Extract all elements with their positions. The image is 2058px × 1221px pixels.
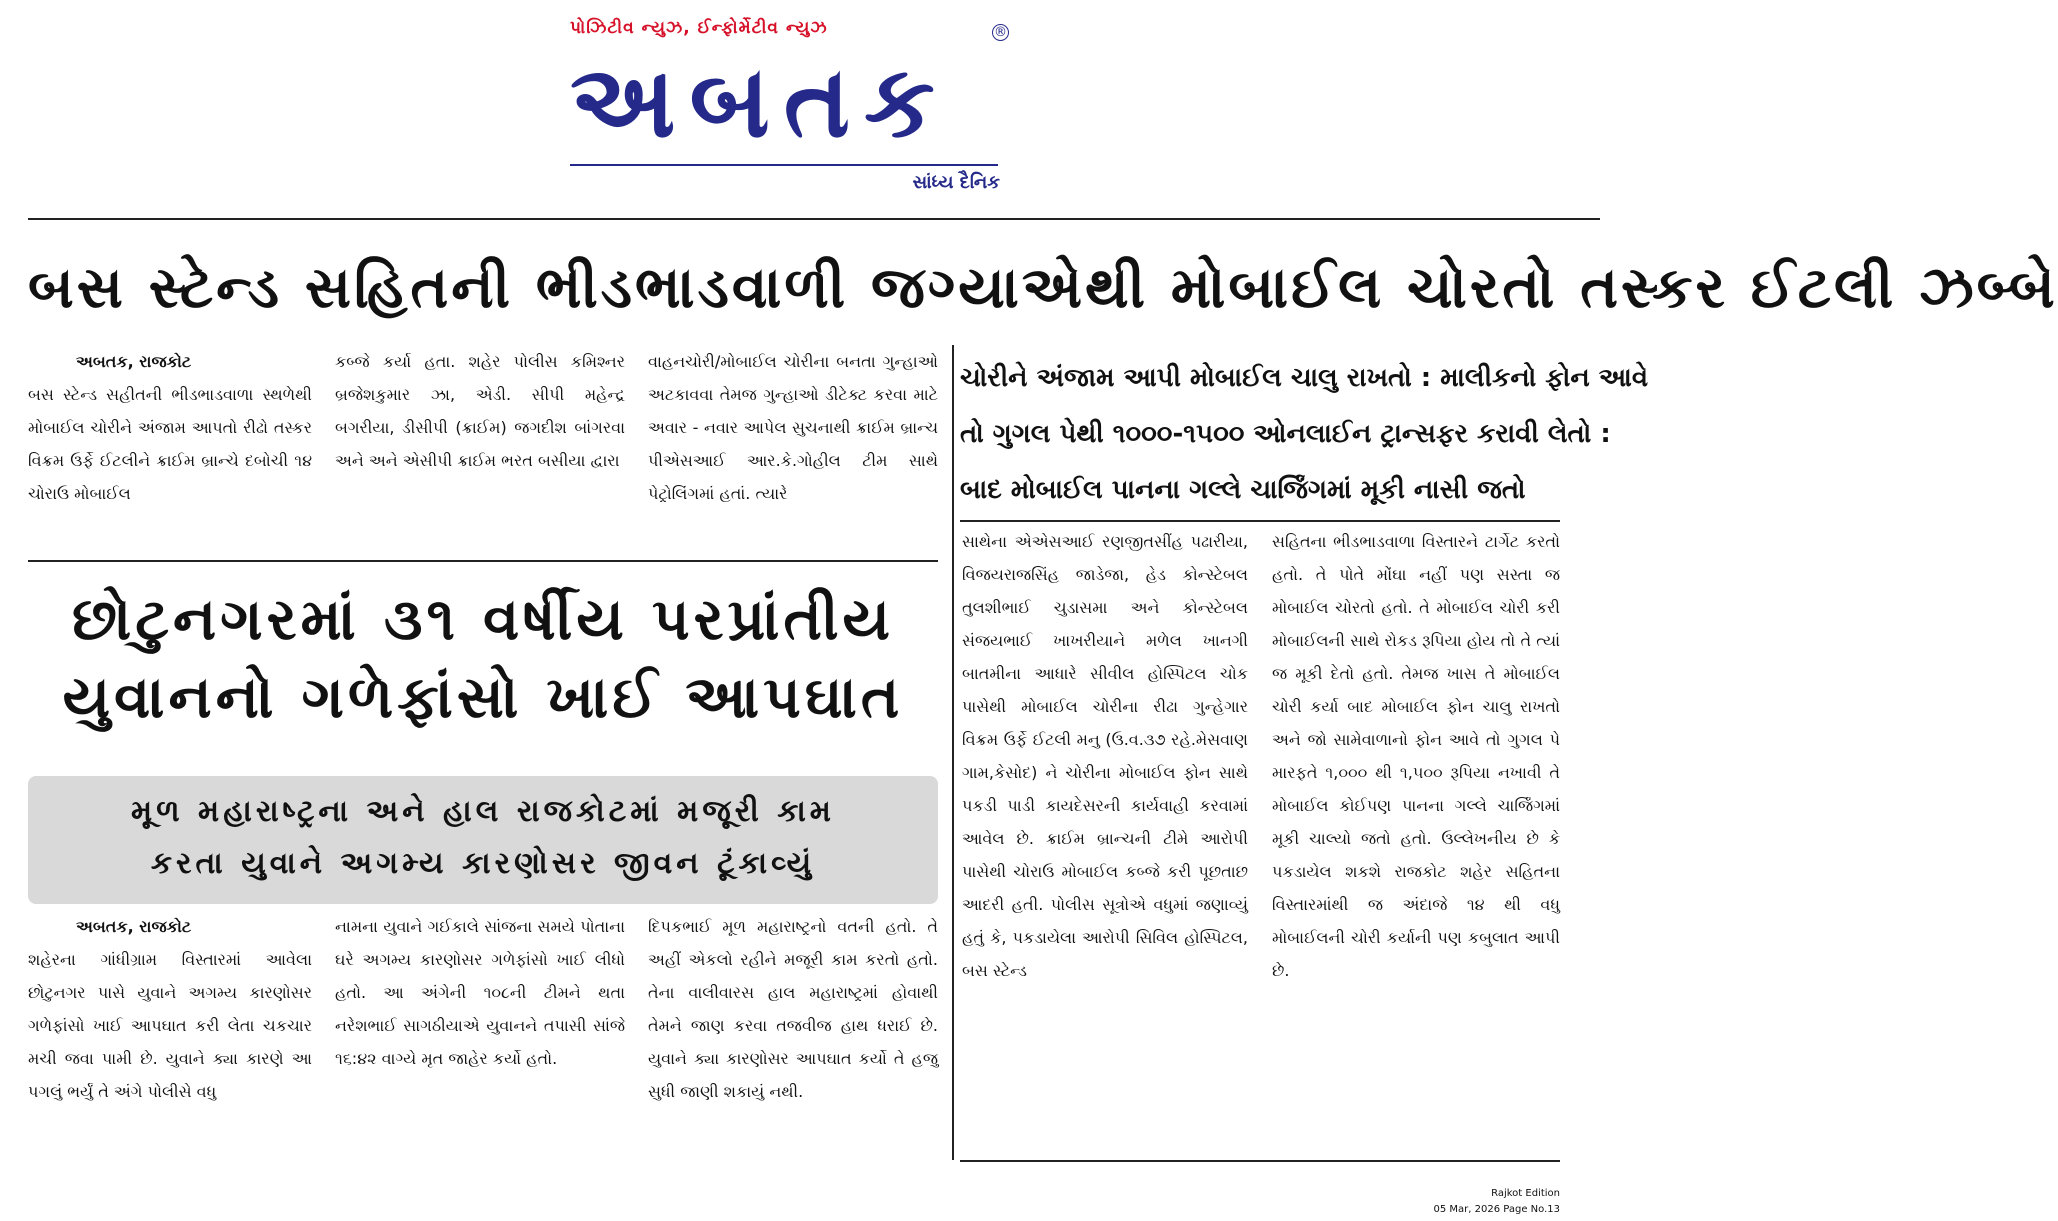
sidebar-line-1: ચોરીને અંજામ આપી મોબાઈલ ચાલુ રાખતો : માલીકનો ફોન આવે (960, 363, 1649, 393)
sidebar-divider (960, 520, 1560, 522)
story2-col2-text: નામના યુવાને ગઈકાલે સાંજના સમયે પોતાના ઘરે અગમ્ય કારણોસર ગળેફાંસો ખાઈ લીધો હતો. આ અંગેની ૧૦૮ની ટીમને થતા નરેશભાઈ સાગઠીયાએ યુવાનને તપાસી સાંજે ૧૬:૪૨ વાગ્યે મૃત જાહેર કર્યો હતો. (335, 917, 625, 1068)
story1-end-rule (960, 1160, 1560, 1162)
masthead-rule (570, 164, 998, 166)
story2-dateline: અબતક, રાજકોટ (76, 917, 192, 936)
story1-column-4 (962, 525, 1248, 1155)
story1-column-2 (335, 345, 625, 545)
story-separator (28, 560, 938, 562)
story1-column-5 (1272, 525, 1560, 1155)
sidebar-line-3: બાદ મોબાઈલ પાનના ગલ્લે ચાર્જિંગમાં મૂકી નાસી જતો (960, 475, 1526, 505)
story1-sidebar-highlight (960, 350, 1649, 518)
date-page-label: 05 Mar, 2026 Page No.13 (1433, 1204, 1560, 1215)
sidebar-line-2: તો ગુગલ પેથી ૧૦૦૦-૧૫૦૦ ઓનલાઈન ટ્રાન્સફર કરાવી લેતો : (960, 419, 1611, 449)
story2-headline (28, 580, 938, 736)
story2-column-3 (648, 910, 938, 1160)
story2-column-2 (335, 910, 625, 1160)
story2-col3-text: દિપકભાઈ મૂળ મહારાષ્ટ્રનો વતની હતો. તે અહીં એકલો રહીને મજૂરી કામ કરતો હતો. તેના વાલીવારસ હાલ મહારાષ્ટ્રમાં હોવાથી તેમને જાણ કરવા તજવીજ હાથ ધરાઈ છે. યુવાને ક્યા કારણોસર આપઘાત કર્યો તે હજુ સુધી જાણી શકાયું નથી. (648, 917, 938, 1101)
story1-dateline: અબતક, રાજકોટ (76, 352, 192, 371)
masthead-subtitle: સાંધ્ય દૈનિક (912, 172, 1000, 193)
story2-column-1 (28, 910, 312, 1160)
story1-col5-text: સહિતના ભીડભાડવાળા વિસ્તારને ટાર્ગેટ કરતો હતો. તે પોતે મોંઘા નહીં પણ સસ્તા જ મોબાઈલ ચોરતો હતો. તે મોબાઈલ ચોરી કરી મોબાઈલની સાથે રોકડ રૂપિયા હોય તો તે ત્યાં જ મૂકી દેતો હતો. તેમજ ખાસ તે મોબાઈલ ચોરી કર્યા બાદ મોબાઈલ ફોન ચાલુ રાખતો અને જો સામેવાળાનો ફોન આવે તો ગુગલ પે મારફતે ૧,૦૦૦ થી ૧,૫૦૦ રૂપિયા નખાવી તે મોબાઈલ કોઈપણ પાનના ગલ્લે ચાર્જિંગમાં મૂકી ચાલ્યો જતો હતો. ઉલ્લેખનીય છે કે પકડાયેલ શકશે રાજકોટ શહેર સહિતના વિસ્તારમાંથી જ અંદાજે ૧૪ થી વધુ મોબાઈલની ચોરી કર્યાની પણ કબુલાત આપી છે. (1272, 532, 1560, 980)
story1-column-3 (648, 345, 938, 545)
story2-headline-line-2: યુવાનનો ગળેફાંસો ખાઈ આપઘાત (62, 663, 904, 731)
masthead-logo: અબતક (570, 43, 949, 160)
page-footer (1434, 1186, 1560, 1218)
story1-col1-text: બસ સ્ટેન્ડ સહીતની ભીડભાડવાળા સ્થળેથી મોબાઈલ ચોરીને અંજામ આપતો રીઢો તસ્કર વિક્રમ ઉર્ફે ઈટલીને ક્રાઈમ બ્રાન્ચે દબોચી ૧૪ ચોરાઉ મોબાઈલ (28, 385, 312, 503)
story2-headline-line-1: છોટુનગરમાં ૩૧ વર્ષીય પરપ્રાંતીય (71, 585, 895, 653)
story1-col2-text: કબ્જે કર્યા હતા. શહેર પોલીસ કમિશ્નર બ્રજેશકુમાર ઝા, એડી. સીપી મહેન્દ્ર બગરીયા, ડીસીપી (ક્રાઈમ) જગદીશ બાંગરવા અને અને એસીપી ક્રાઈમ ભરત બસીયા દ્વારા (335, 352, 625, 470)
story2-subhead-line-2: કરતા યુવાને અગમ્ય કારણોસર જીવન ટૂંકાવ્યું (150, 846, 816, 881)
story2-subhead-line-1: મૂળ મહારાષ્ટ્રના અને હાલ રાજકોટમાં મજૂરી કામ (131, 794, 835, 829)
story1-col4-text: સાથેના એએસઆઈ રણજીતસીંહ પઢારીયા, વિજયરાજસિંહ જાડેજા, હેડ કોન્સ્ટેબલ તુલશીભાઈ ચુડાસમા અને કોન્સ્ટેબલ સંજયભાઈ ખાખરીયાને મળેલ ખાનગી બાતમીના આધારે સીવીલ હોસ્પિટલ ચોક પાસેથી મોબાઈલ ચોરીના રીઢા ગુન્હેગાર વિક્રમ ઉર્ફે ઈટલી મનુ (ઉ.વ.૩૭ રહે.મેસવાણ ગામ,કેસોદ) ને ચોરીના મોબાઈલ ફોન સાથે પકડી પાડી કાયદેસરની કાર્યવાહી કરવામાં આવેલ છે. ક્રાઈમ બ્રાન્ચની ટીમે આરોપી પાસેથી ચોરાઉ મોબાઈલ કબ્જે કરી પૂછતાછ આદરી હતી. પોલીસ સૂત્રોએ વધુમાં જણાવ્યું હતું કે, પકડાયેલા આરોપી સિવિલ હોસ્પિટલ, બસ સ્ટેન્ડ (962, 532, 1248, 980)
story1-col3-text: વાહનચોરી/મોબાઈલ ચોરીના બનતા ગુન્હાઓ અટકાવવા તેમજ ગુન્હાઓ ડીટેક્ટ કરવા માટે અવાર - નવાર આપેલ સુચનાથી ક્રાઈમ બ્રાન્ચ પીએસઆઈ આર.કે.ગોહીલ ટીમ સાથે પેટ્રોલિંગમાં હતાં. ત્યારે (648, 352, 938, 503)
header-divider (28, 218, 1600, 220)
masthead-tagline: પોઝિટીવ ન્યુઝ, ઈન્ફોર્મેટીવ ન્યુઝ (570, 18, 828, 38)
story1-headline: બસ સ્ટેન્ડ સહિતની ભીડભાડવાળી જગ્યાએથી મોબાઈલ ચોરતો તસ્કર ઈટલી ઝબ્બે (28, 255, 2058, 321)
story1-column-1 (28, 345, 312, 545)
story2-col1-text: શહેરના ગાંધીગ્રામ વિસ્તારમાં આવેલા છોટુનગર પાસે યુવાને અગમ્ય કારણોસર ગળેફાંસો ખાઈ આપઘાત કરી લેતા ચકચાર મચી જવા પામી છે. યુવાને ક્યા કારણે આ પગલું ભર્યું તે અંગે પોલીસે વધુ (28, 950, 312, 1101)
registered-mark: ® (994, 25, 1007, 40)
column-divider (952, 345, 954, 1160)
edition-label: Rajkot Edition (1491, 1188, 1560, 1199)
story2-subhead-banner (28, 776, 938, 904)
